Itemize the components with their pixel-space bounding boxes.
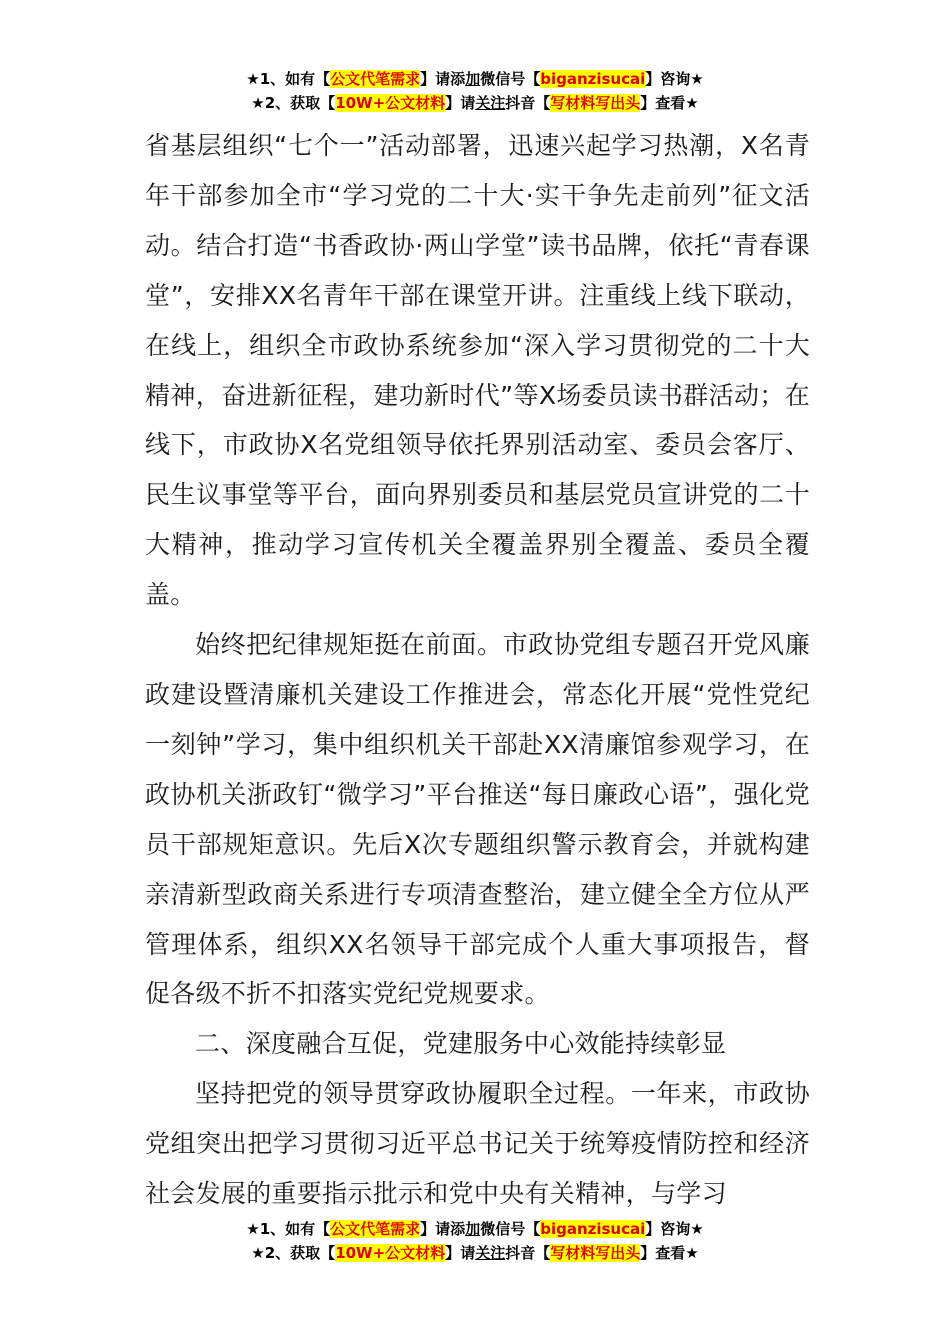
header-line-1-highlight-service: 公文代笔需求: [330, 70, 421, 88]
body-paragraph-3: 坚持把党的领导贯穿政协履职全过程。一年来，市政协党组突出把学习贯彻习近平总书记关于统筹疫情防控和经济社会发展的重要指示批示和党中央有关精神，与学习: [145, 1079, 810, 1209]
footer-line-1-highlight-wechat-id: biganzisucai: [540, 1220, 646, 1238]
footer-banner: [0, 1217, 950, 1265]
header-line-2-suffix: 】查看★: [640, 94, 699, 112]
header-line-1: [0, 67, 950, 91]
footer-line-1-text: 】请添: [420, 1220, 466, 1238]
footer-line-2-suffix: 】查看★: [640, 1244, 699, 1262]
header-line-2-prefix: ★2、获取【: [251, 94, 336, 112]
footer-line-1-highlight-service: 公文代笔需求: [330, 1220, 421, 1238]
header-line-1-highlight-wechat-id: biganzisucai: [540, 70, 646, 88]
header-line-1-underlined: 加: [465, 70, 481, 88]
body-paragraph-1: 省基层组织“七个一”活动部署，迅速兴起学习热潮，X名青年干部参加全市“学习党的二十大·实干争先走前列”征文活动。结合打造“书香政协·两山学堂”读书品牌，依托“青春课堂”，安排XX名青年干部在课堂开讲。注重线上线下联动，在线上，组织全市政协系统参加“深入学习贯彻党的二十大精神，奋进新征程，建功新时代”等X场委员读书群活动；在线下，市政协X名党组领导依托界别活动室、委员会客厅、民生议事堂等平台，面向界别委员和基层党员宣讲党的二十大精神，推动学习宣传机关全覆盖界别全覆盖、委员全覆盖。: [145, 131, 810, 610]
header-line-2-underlined: 关注: [475, 94, 506, 112]
footer-line-1: [0, 1217, 950, 1241]
footer-line-2-text-2: 抖音【: [505, 1244, 551, 1262]
body-paragraph-2: 始终把纪律规矩挺在前面。市政协党组专题召开党风廉政建设暨清廉机关建设工作推进会，常态化开展“党性党纪一刻钟”学习，集中组织机关干部赴XX清廉馆参观学习，在政协机关浙政钉“微学习”平台推送“每日廉政心语”，强化党员干部规矩意识。先后X次专题组织警示教育会，并就构建亲清新型政商关系进行专项清查整治，建立健全全方位从严管理体系，组织XX名领导干部完成个人重大事项报告，督促各级不折不扣落实党纪党规要求。: [145, 630, 810, 1009]
header-banner: [0, 67, 950, 115]
header-line-1-text: 】请添: [420, 70, 466, 88]
footer-line-1-text-2: 微信号【: [480, 1220, 541, 1238]
header-line-1-suffix: 】咨询★: [645, 70, 704, 88]
footer-line-2: [0, 1241, 950, 1265]
header-line-2-text: 】请: [445, 94, 476, 112]
header-line-2: [0, 91, 950, 115]
header-line-2-highlight-materials: 10W+公文材料: [335, 94, 446, 112]
footer-line-2-highlight-materials: 10W+公文材料: [335, 1244, 446, 1262]
footer-line-2-text: 】请: [445, 1244, 476, 1262]
footer-line-1-prefix: ★1、如有【: [246, 1220, 331, 1238]
header-line-1-text-2: 微信号【: [480, 70, 541, 88]
footer-line-1-suffix: 】咨询★: [645, 1220, 704, 1238]
footer-line-2-underlined: 关注: [475, 1244, 506, 1262]
header-line-2-highlight-account: 写材料写出头: [550, 94, 641, 112]
footer-line-1-underlined: 加: [465, 1220, 481, 1238]
document-body: [145, 121, 810, 1219]
section-heading: 二、深度融合互促，党建服务中心效能持续彰显: [195, 1029, 727, 1059]
header-line-1-prefix: ★1、如有【: [246, 70, 331, 88]
header-line-2-text-2: 抖音【: [505, 94, 551, 112]
footer-line-2-highlight-account: 写材料写出头: [550, 1244, 641, 1262]
footer-line-2-prefix: ★2、获取【: [251, 1244, 336, 1262]
